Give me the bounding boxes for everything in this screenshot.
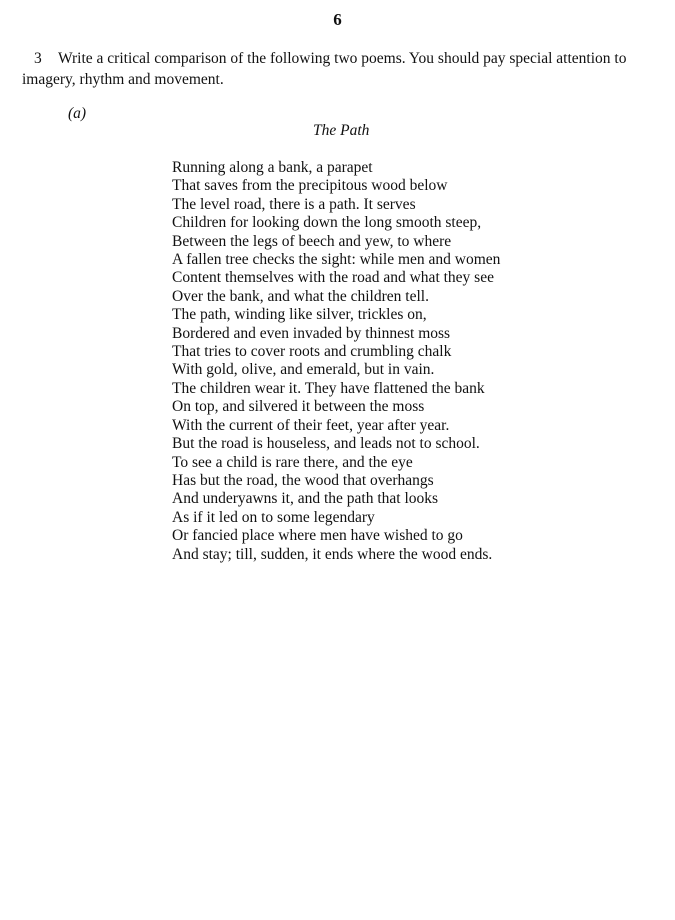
part-label: (a) — [68, 105, 87, 122]
poem-line: To see a child is rare there, and the eye — [172, 453, 413, 471]
poem-line: And stay; till, sudden, it ends where the wood ends. — [172, 545, 493, 563]
poem-line: A fallen tree checks the sight: while men and women — [172, 251, 501, 269]
poem-lines — [172, 159, 500, 564]
poem-line: Children for looking down the long smooth steep, — [172, 214, 482, 232]
poem-line: Or fancied place where men have wished to go — [172, 527, 463, 545]
poem-line: The level road, there is a path. It serves — [172, 195, 416, 213]
poem-line: That saves from the precipitous wood below — [172, 177, 448, 195]
poem-line: Bordered and even invaded by thinnest moss — [172, 324, 451, 342]
poem-line: With gold, olive, and emerald, but in vain. — [172, 361, 435, 379]
poem-line: Content themselves with the road and what they see — [172, 269, 494, 287]
poem-line: On top, and silvered it between the moss — [172, 398, 425, 416]
poem-line: The path, winding like silver, trickles on, — [172, 306, 427, 324]
poem-line: Running along a bank, a parapet — [172, 159, 373, 176]
poem-line: Between the legs of beech and yew, to where — [172, 232, 452, 250]
poem-title: The Path — [313, 122, 370, 139]
poem-line: Has but the road, the wood that overhangs — [172, 471, 434, 489]
poem-line: The children wear it. They have flattened the bank — [172, 379, 485, 397]
poem-line: That tries to cover roots and crumbling chalk — [172, 343, 452, 361]
page-number: 6 — [333, 10, 342, 29]
poem-line: With the current of their feet, year after year. — [172, 416, 450, 434]
poem-line: Over the bank, and what the children tell. — [172, 287, 429, 305]
question-number: 3 — [34, 50, 42, 67]
poem-line: But the road is houseless, and leads not to school. — [172, 435, 480, 453]
poem-line: And underyawns it, and the path that looks — [172, 490, 439, 508]
question-text: Write a critical comparison of the following two poems. You should pay special attention to imagery, rhythm and movement. — [22, 50, 627, 88]
question-block — [22, 48, 662, 90]
poem-line: As if it led on to some legendary — [172, 508, 375, 526]
